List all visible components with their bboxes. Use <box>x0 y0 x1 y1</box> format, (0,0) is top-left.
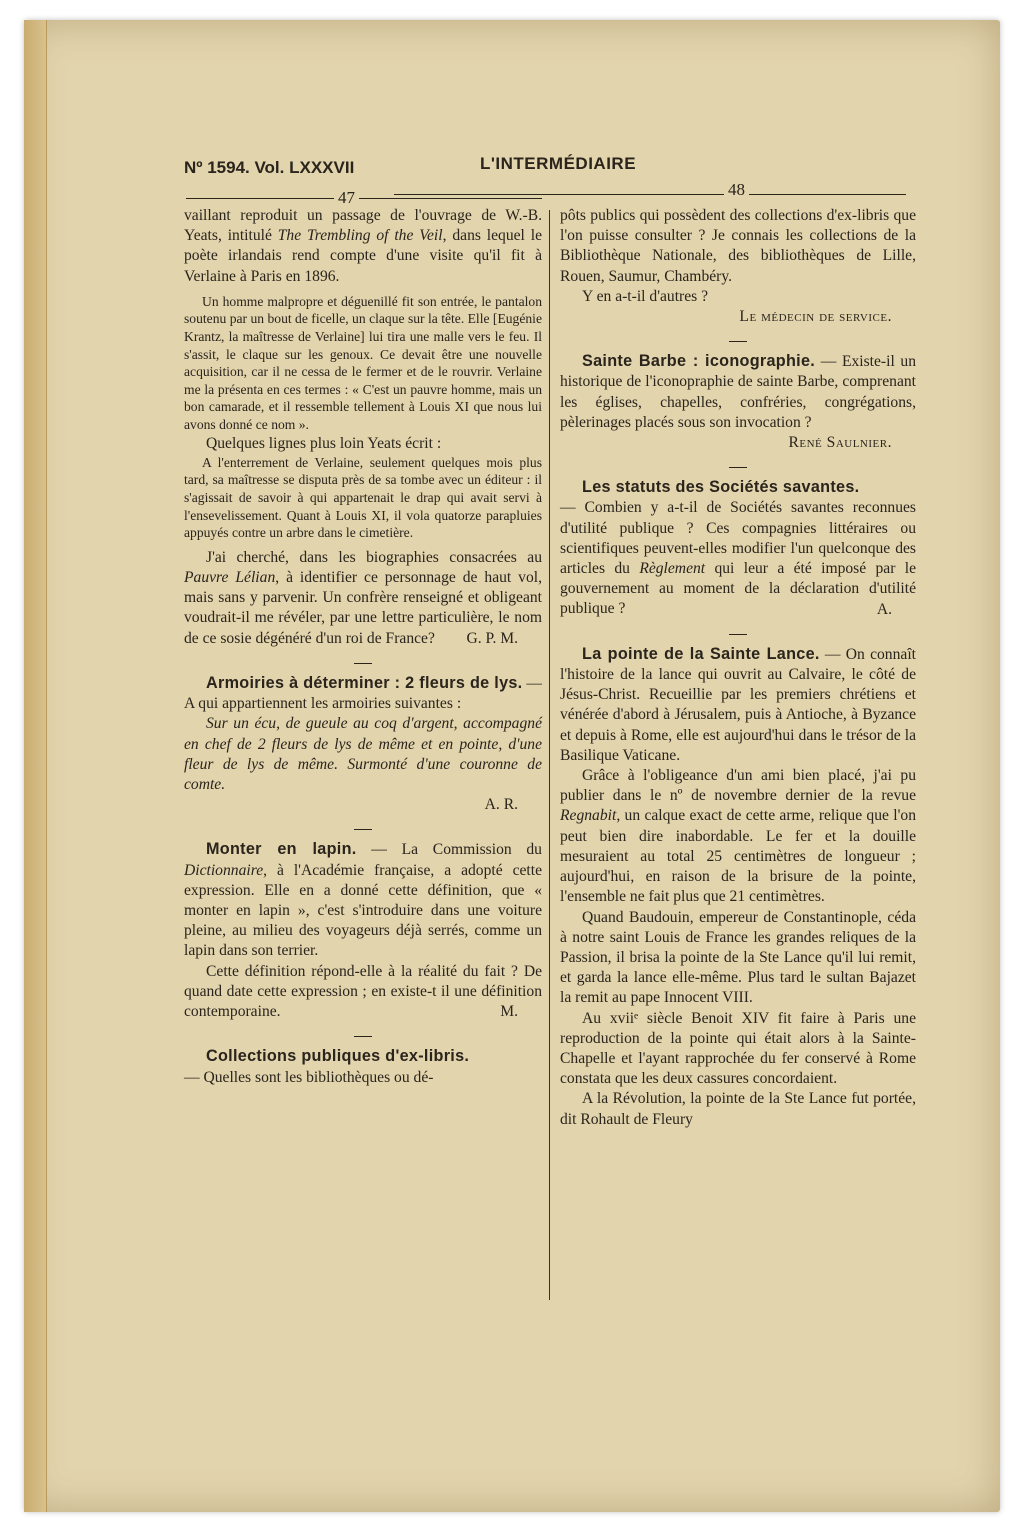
page-rule-right <box>394 180 906 206</box>
signature: G. P. M. <box>466 629 518 647</box>
separator <box>560 622 916 640</box>
query-heading: Les statuts des Sociétés savantes. <box>582 478 860 497</box>
query-heading: Armoiries à déterminer : 2 fleurs de lys. <box>206 673 523 692</box>
query-heading: Monter en lapin. <box>206 840 357 859</box>
signature: Le médecin de service. <box>739 308 892 326</box>
signature: A. R. <box>484 796 518 814</box>
query-armoiries: Armoiries à déterminer : 2 fleurs de lys. — A qui appartiennent les armoiries suivantes : <box>184 673 542 713</box>
binding-edge <box>24 20 47 1512</box>
query-lapin: Monter en lapin. — La Commission du Dictionnaire, à l'Académie française, a adopté cette expression. Elle en a donné cette définition, que « monter en lapin », c'est s'introduire dans une voiture pleine, au milieu des voyageurs déjà serrés, comme un lapin dans son terrier. <box>184 840 542 960</box>
query-barbe: Sainte Barbe : iconographie. — Existe-il un historique de l'iconopraphie de sainte Barbe, comprenant les églises, chapelles, confréries, congrégations, pèlerinages placés sous son invocation ? <box>560 352 916 431</box>
signature: M. <box>500 1003 518 1021</box>
separator <box>184 651 542 669</box>
page-number-right: 48 <box>724 180 749 200</box>
column-right <box>560 206 916 1130</box>
query-heading: Sainte Barbe : iconographie. <box>582 352 816 371</box>
paragraph: Quelques lignes plus loin Yeats écrit : <box>206 434 442 452</box>
signature: René Saulnier. <box>788 434 892 452</box>
query-statuts: — Combien y a-t-il de Sociétés savantes reconnues d'utilité publique ? Ces compagnies littéraires ou scientifiques peuvent-elles modifier l'un quelconque des articles du Règlement qui leur a été imposé par le gouvernement au moment de la déclaration d'utilité publique ? <box>560 499 917 618</box>
signature: A. <box>876 600 892 618</box>
separator <box>560 455 916 473</box>
journal-title: L'INTERMÉDIAIRE <box>480 154 637 173</box>
page-number-left: 47 <box>334 188 359 208</box>
separator <box>184 1024 542 1042</box>
paragraph: J'ai cherché, dans les biographies consacrées au Pauvre Lélian, à identifier ce personnage de haut vol, mais sans y parvenir. Un confrère renseigné et obligeant voudrait-il me révéler, par une lettre particulière, le nom de ce sosie dégénéré d'un roi de France? <box>184 548 542 647</box>
paragraph: A la Révolution, la pointe de la Ste Lance fut portée, dit Rohault de Fleury <box>560 1090 916 1128</box>
paragraph: Au xviiᵉ siècle Benoit XIV fit faire à Paris une reproduction de la pointe qui était alors à la Sainte-Chapelle et l'ayant rapprochée du fer conservé à Rome constata que les deux cassures concordaient. <box>560 1009 916 1088</box>
paragraph: Y en a-t-il d'autres ? <box>582 287 709 305</box>
paragraph: — Quelles sont les bibliothèques ou dé- <box>184 1068 434 1086</box>
quotation: Un homme malpropre et déguenillé fit son entrée, le pantalon soutenu par un bout de ficelle, un claque sur la tête. Elle [Eugénie Krantz, la maîtresse de Verlaine] lui tira une malle vers le feu. Il s'assit, le claque sur les genoux. Ce devait être une nouvelle acquisition, car il ne cessa de le fermer et de le rouvrir. Verlaine me la présenta en ces termes : « C'est un pauvre homme, mais un bon camarade, et il ressemble tellement à Louis XI que nous lui avons donné ce nom ». <box>184 293 542 432</box>
quotation: A l'enterrement de Verlaine, seulement quelques mois plus tard, sa maîtresse se disputa près de sa tombe avec un éditeur : il s'agissait de savoir à qui appartenait le drap qui avait servi à l'ensevelissement. Quant à Louis XI, il vola quatorze parapluies appuyés contre un arbre dans le cimetière. <box>184 454 542 541</box>
paragraph: Cette définition répond-elle à la réalité du fait ? De quand date cette expression ; en existe-t il une définition contemporaine. <box>184 962 542 1020</box>
query-lance: La pointe de la Sainte Lance. — On connaît l'histoire de la lance qui ouvrit au Calvaire, le côté de Jésus-Christ. Recueillie par les premiers chrétiens et vénérée d'abord à Jérusalem, puis à Antioche, à Byzance et depuis à Rome, elle est aujourd'hui dans le trésor de la Basilique Vaticane. <box>560 644 916 764</box>
query-heading: La pointe de la Sainte Lance. <box>582 644 820 663</box>
issue-number: Nº 1594. Vol. LXXXVII <box>184 158 355 177</box>
separator <box>184 817 542 835</box>
column-divider <box>549 210 550 1300</box>
paragraph: Quand Baudouin, empereur de Constantinople, céda à notre saint Louis de France les grandes reliques de la Passion, il brisa la pointe de la Ste Lance qu'il lui remit, et garda la lance elle-même. Plus tard le sultan Bajazet la remit au pape Innocent VIII. <box>560 908 916 1007</box>
paragraph: pôts publics qui possèdent des collections d'ex-libris que l'on puisse consulter ? Je connais les collections de la Bibliothèque Nationale, des bibliothèques de Lille, Rouen, Saumur, Chambéry. <box>560 207 916 285</box>
quotation: Sur un écu, de gueule au coq d'argent, accompagné en chef de 2 fleurs de lys de même et en pointe, d'une fleur de lys de même. Surmonté d'une couronne de comte. <box>184 715 542 793</box>
paragraph: vaillant reproduit un passage de l'ouvrage de W.-B. Yeats, intitulé The Trembling of the Veil, dans lequel le poète irlandais rend compte d'une visite qu'il fit à Verlaine à Paris en 1896. <box>184 207 542 285</box>
separator <box>560 329 916 347</box>
query-heading: Collections publiques d'ex-libris. <box>206 1047 470 1066</box>
column-left <box>184 206 542 1088</box>
rule-line <box>394 194 906 195</box>
paragraph: Grâce à l'obligeance d'un ami bien placé, j'ai pu publier dans le nº de novembre dernier de la revue Regnabit, un calque exact de cette arme, relique que l'on peut bien dire inabordable. Le fer et la douille mesuraient au total 25 centimètres de longueur ; aujourd'hui, en raison de la brisure de la pointe, l'ensemble ne fait plus que 21 centimètres. <box>560 767 916 906</box>
running-header <box>184 150 920 178</box>
